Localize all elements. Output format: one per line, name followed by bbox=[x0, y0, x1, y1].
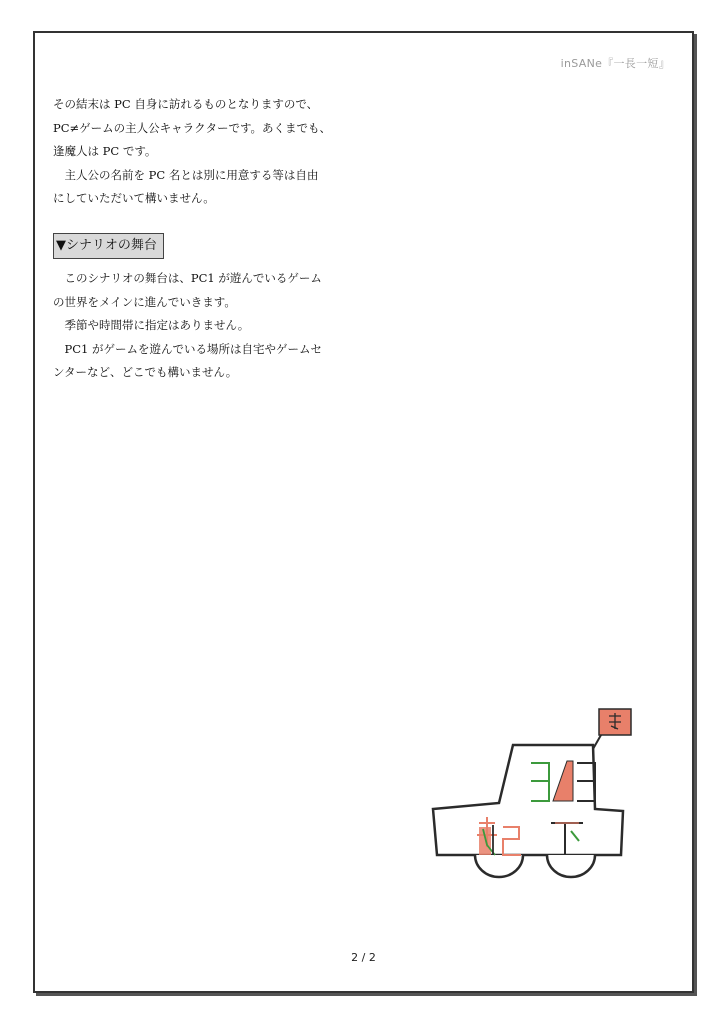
document-page bbox=[33, 31, 694, 993]
glyph-ki-red-fill bbox=[479, 827, 491, 855]
text-line: 主人公の名前を PC 名とは別に用意する等は自由 bbox=[53, 167, 319, 182]
running-header: inSANe『一長一短』 bbox=[560, 57, 670, 70]
text-line: このシナリオの舞台は、PC1 が遊んでいるゲーム bbox=[53, 271, 322, 285]
text-line: PC≠ゲームの主人公キャラクターです。あくまでも、 bbox=[53, 120, 332, 135]
text-line: の世界をメインに進んでいきます。 bbox=[53, 294, 236, 309]
paragraph-scenario-stage bbox=[53, 267, 353, 385]
text-line: その結末は PC 自身に訪れるものとなりますので、 bbox=[53, 97, 319, 111]
car-logo-illustration bbox=[427, 705, 637, 885]
text-line: 季節や時間帯に指定はありません。 bbox=[53, 318, 250, 332]
rear-wheel bbox=[475, 855, 523, 877]
text-line: 逢魔人は PC です。 bbox=[53, 144, 157, 158]
front-wheel bbox=[547, 855, 595, 877]
paragraph-pc-note bbox=[53, 93, 353, 211]
section-heading-scenario-stage: ▼シナリオの舞台 bbox=[53, 233, 164, 259]
page-number: 2 / 2 bbox=[351, 951, 376, 964]
text-line: PC1 がゲームを遊んでいる場所は自宅やゲームセ bbox=[53, 341, 323, 356]
text-line: ンターなど、どこでも構いません。 bbox=[53, 365, 238, 379]
text-line: にしていただいて構いません。 bbox=[53, 191, 215, 205]
